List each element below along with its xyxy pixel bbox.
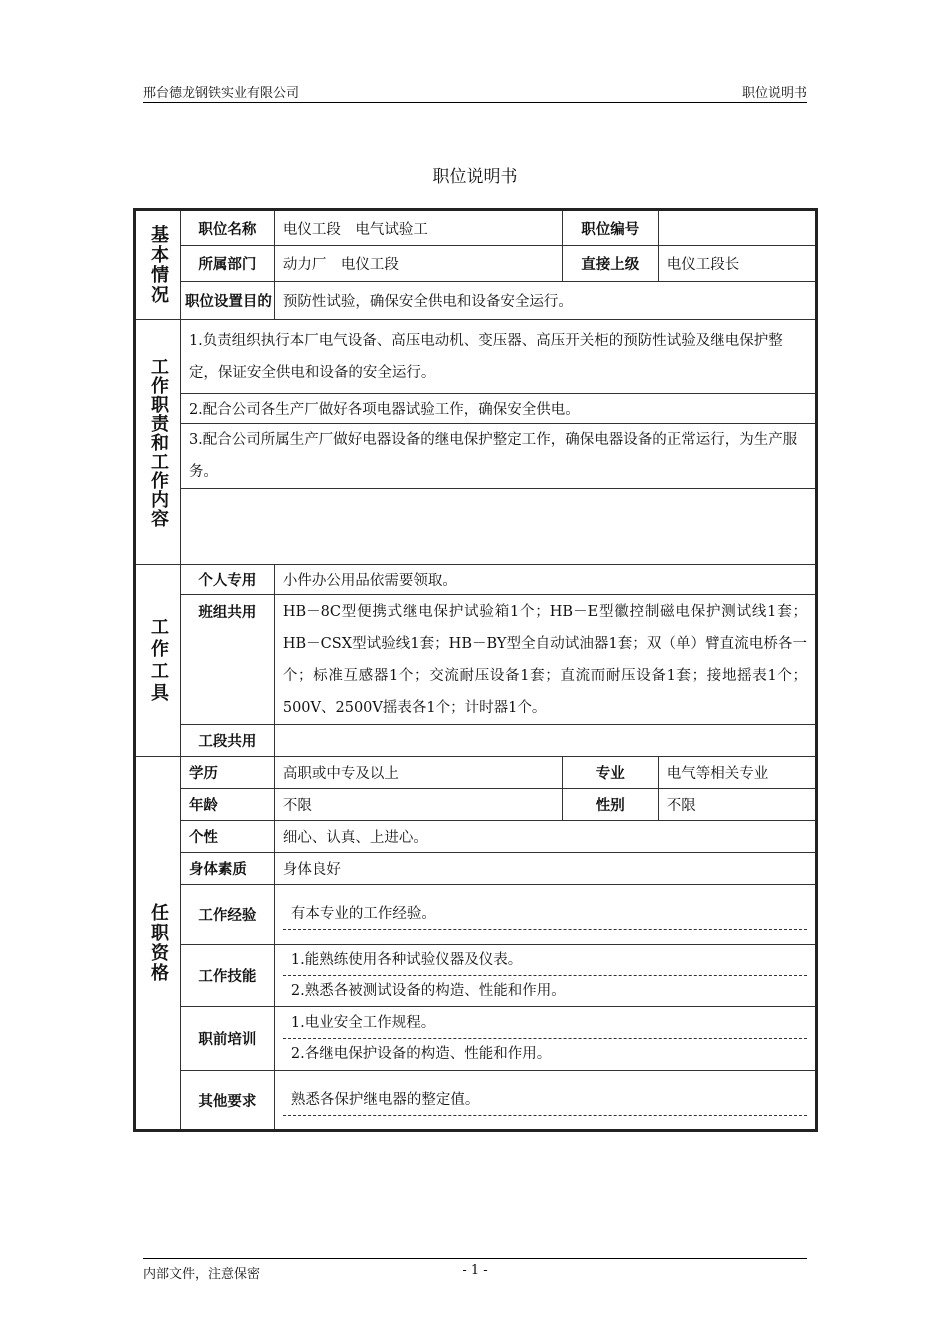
job-description-table — [133, 208, 818, 1132]
department-label: 所属部门 — [180, 246, 274, 282]
major-value: 电气等相关专业 — [658, 757, 816, 789]
section-basic-info: 基本情况 — [135, 210, 181, 320]
experience-value — [274, 885, 816, 945]
duty-item: 3.配合公司所属生产厂做好电器设备的继电保护整定工作，确保电器设备的正常运行，为生产服务。 — [180, 424, 816, 489]
physical-value: 身体良好 — [274, 853, 816, 885]
skills-line: 1.能熟练使用各种试验仪器及仪表。 — [283, 945, 807, 976]
personal-tools-label: 个人专用 — [180, 565, 274, 595]
other-line: 熟悉各保护继电器的整定值。 — [283, 1085, 807, 1116]
gender-value: 不限 — [658, 789, 816, 821]
company-name: 邢台德龙钢铁实业有限公司 — [143, 86, 300, 101]
other-requirements-value — [274, 1071, 816, 1131]
skills-value — [274, 945, 816, 1007]
page-number: - 1 - — [462, 1263, 488, 1278]
personality-label: 个性 — [180, 821, 274, 853]
section-tools-label: 工段共用 — [180, 725, 274, 757]
other-requirements-label: 其他要求 — [180, 1071, 274, 1131]
duty-item-empty — [180, 489, 816, 565]
supervisor-label: 直接上级 — [562, 246, 658, 282]
duty-item: 1.负责组织执行本厂电气设备、高压电动机、变压器、高压开关柜的预防性试验及继电保护整定，保证安全供电和设备的安全运行。 — [180, 320, 816, 394]
education-label: 学历 — [180, 757, 274, 789]
training-value — [274, 1007, 816, 1071]
department-value: 动力厂 电仪工段 — [274, 246, 562, 282]
section-duties: 工作职责和工作内容 — [135, 320, 181, 565]
position-name-label: 职位名称 — [180, 210, 274, 246]
page-footer — [143, 1258, 807, 1283]
training-line: 2.各继电保护设备的构造、性能和作用。 — [290, 1046, 552, 1062]
duty-item: 2.配合公司各生产厂做好各项电器试验工作，确保安全供电。 — [180, 394, 816, 424]
education-value: 高职或中专及以上 — [274, 757, 562, 789]
training-line: 1.电业安全工作规程。 — [283, 1008, 807, 1039]
skills-line: 2.熟悉各被测试设备的构造、性能和作用。 — [290, 983, 566, 999]
experience-label: 工作经验 — [180, 885, 274, 945]
section-tools-value — [274, 725, 816, 757]
team-tools-label: 班组共用 — [180, 595, 274, 725]
section-tools: 工作工具 — [135, 565, 181, 757]
training-label: 职前培训 — [180, 1007, 274, 1071]
supervisor-value: 电仪工段长 — [658, 246, 816, 282]
skills-label: 工作技能 — [180, 945, 274, 1007]
purpose-value: 预防性试验，确保安全供电和设备安全运行。 — [274, 282, 816, 320]
personality-value: 细心、认真、上进心。 — [274, 821, 816, 853]
page-header — [143, 82, 807, 103]
position-code-value — [658, 210, 816, 246]
age-value: 不限 — [274, 789, 562, 821]
page-title: 职位说明书 — [432, 167, 518, 187]
section-qualifications: 任职资格 — [135, 757, 181, 1131]
purpose-label: 职位设置目的 — [180, 282, 274, 320]
gender-label: 性别 — [562, 789, 658, 821]
major-label: 专业 — [562, 757, 658, 789]
position-code-label: 职位编号 — [562, 210, 658, 246]
age-label: 年龄 — [180, 789, 274, 821]
personal-tools-value: 小件办公用品依需要领取。 — [274, 565, 816, 595]
position-name-value: 电仪工段 电气试验工 — [274, 210, 562, 246]
team-tools-value: HB－8C型便携式继电保护试验箱1个；HB－E型徽控制磁电保护测试线1套；HB－CSX型试验线1套；HB－BY型全自动试油器1套；双（单）臂直流电桥各一个；标准互感器1个；交流耐压设备1套；直流而耐压设备1套；接地摇表1个；500V、2500V摇表各1个；计时器1个。 — [274, 595, 816, 725]
header-doc-type: 职位说明书 — [741, 86, 807, 101]
experience-line: 有本专业的工作经验。 — [283, 899, 807, 930]
physical-label: 身体素质 — [180, 853, 274, 885]
confidential-note: 内部文件，注意保密 — [143, 1267, 261, 1282]
